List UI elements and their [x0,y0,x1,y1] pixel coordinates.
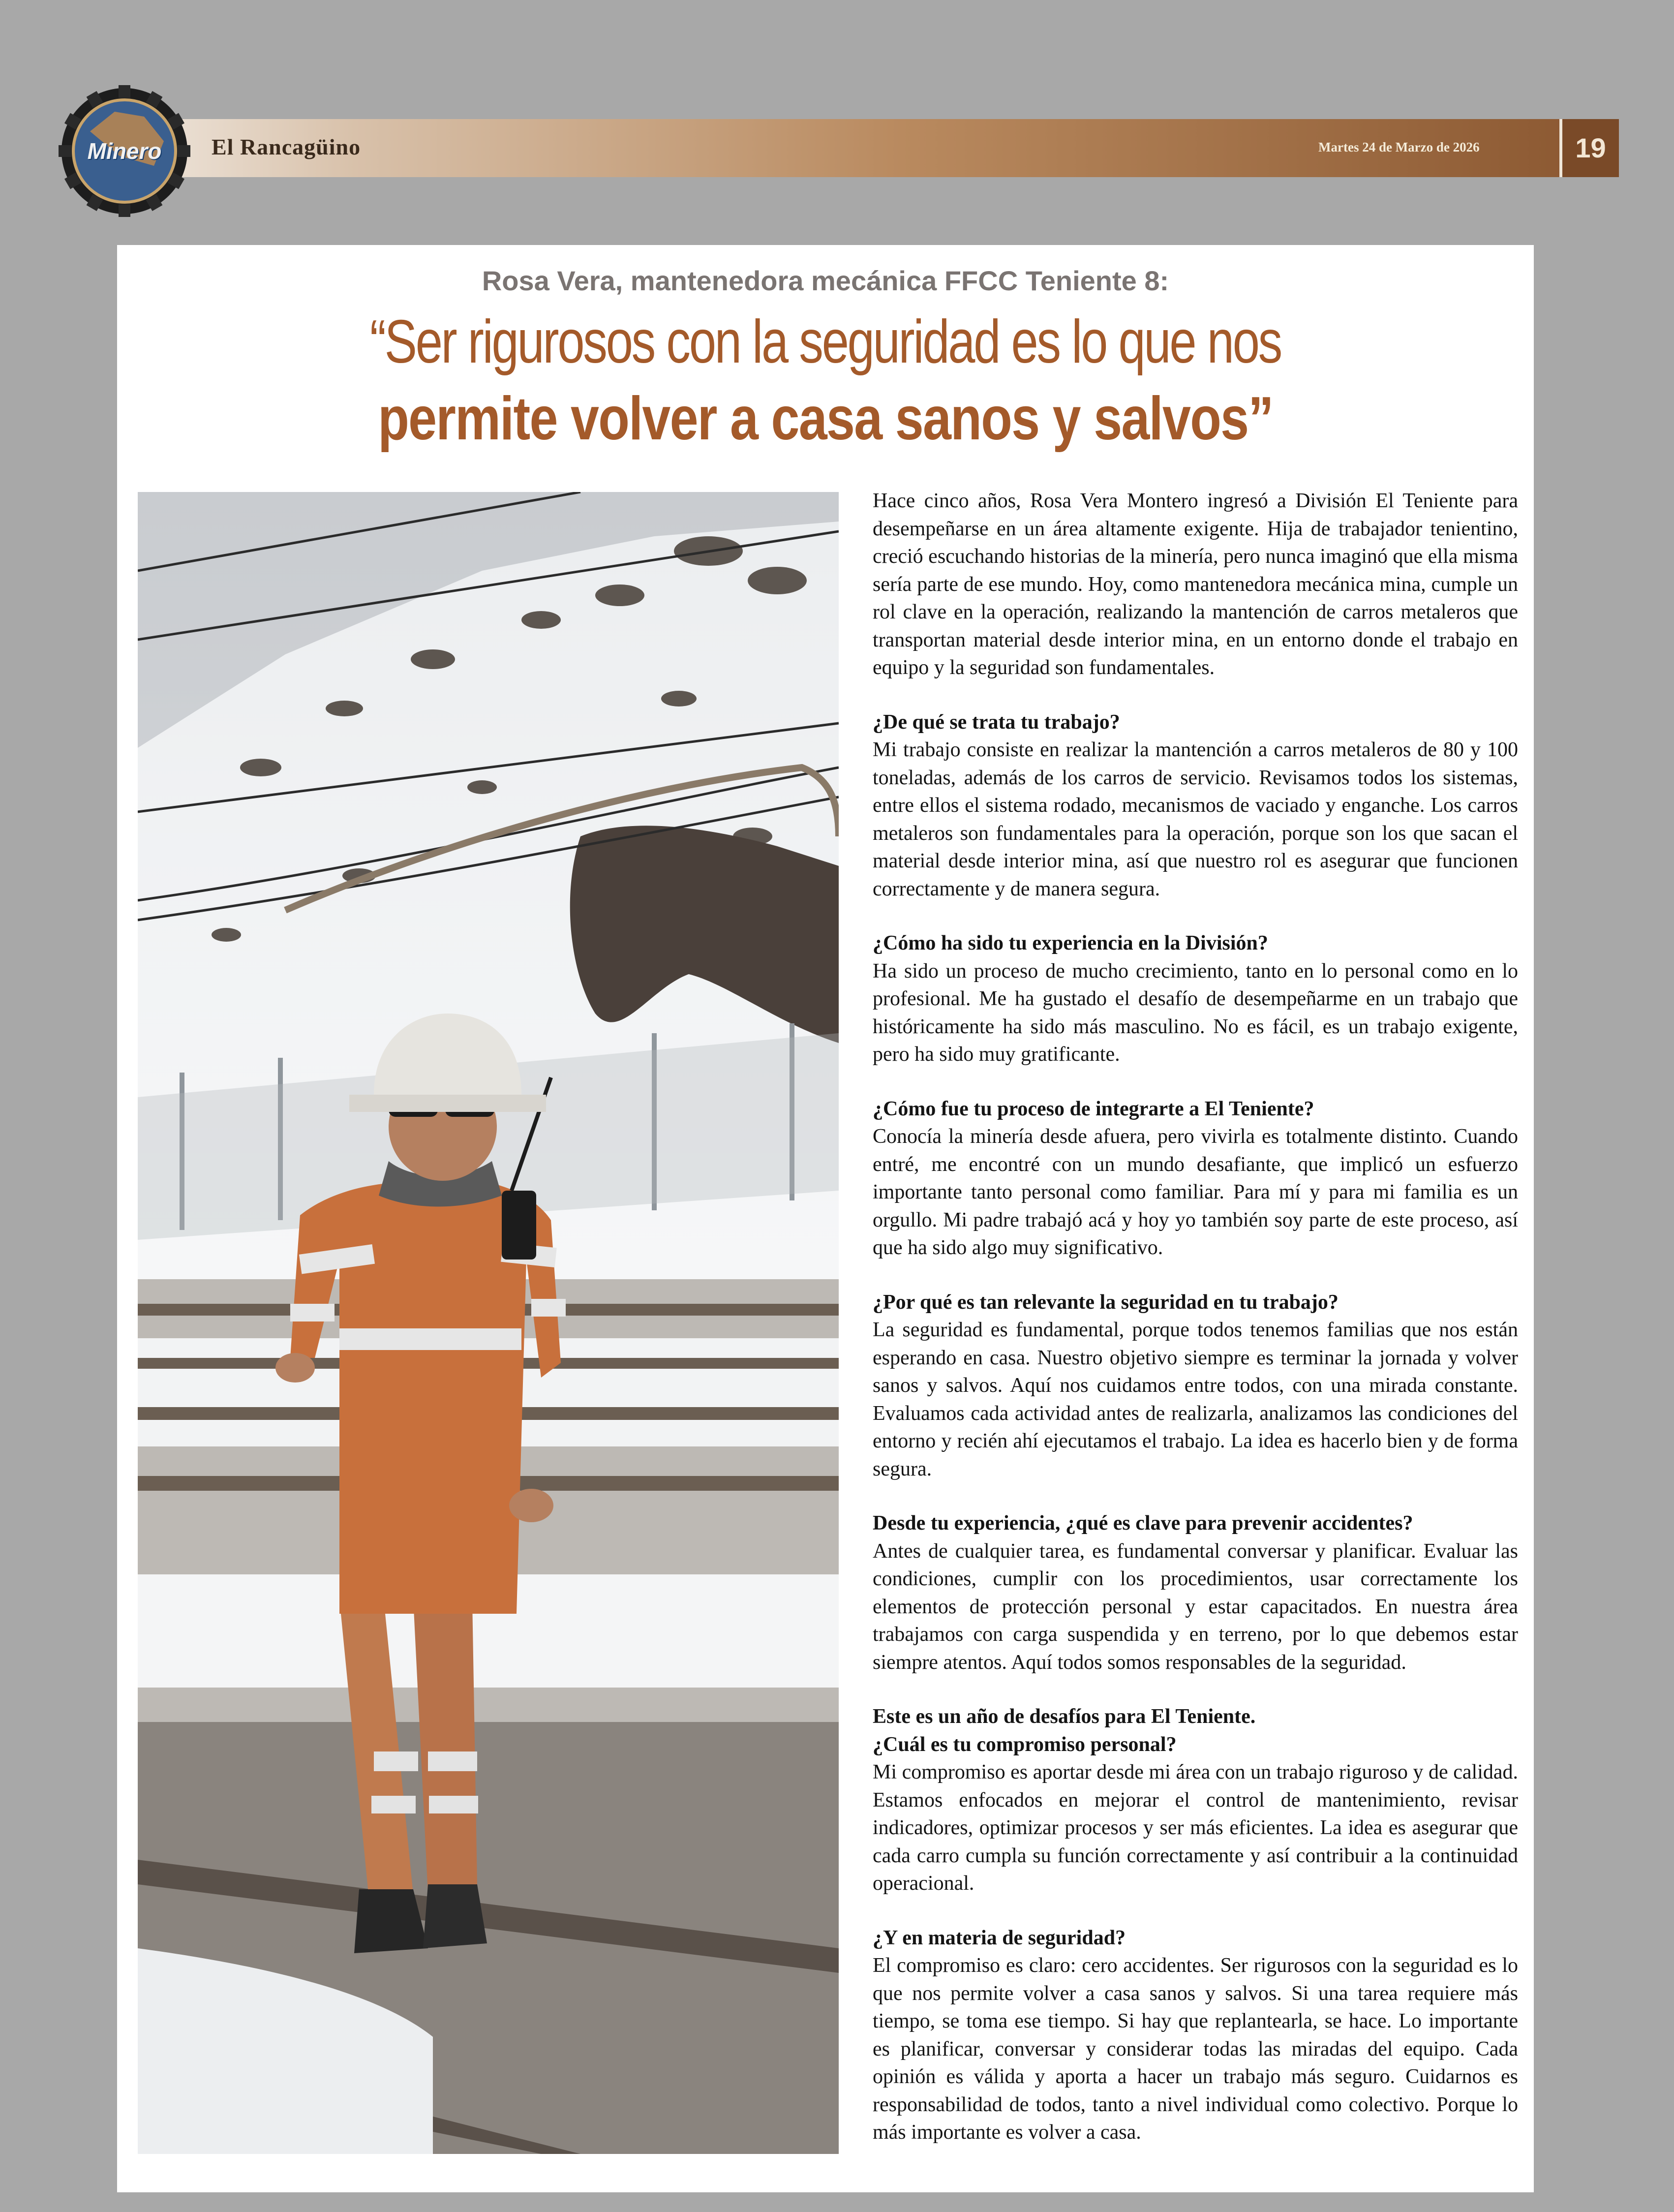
question-2: ¿Cómo ha sido tu experiencia en la División? [873,932,1268,954]
answer-4: La seguridad es fundamental, porque todos tenemos familias que nos están esperando en casa. Nuestro objetivo siempre es terminar la jornada y volver sanos y salvos. Aquí nos cuidamos entre todos, con una mirada constante. Evaluamos cada actividad antes de realizarla, analizamos las condiciones del entorno y recién ahí ejecutamos el trabajo. La idea es hacerlo bien y de forma segura. [873,1319,1518,1480]
headline-line-2: permite volver a casa sanos y salvos” [378,385,1273,453]
publication-name: El Rancagüino [212,134,361,159]
article-kicker: Rosa Vera, mantenedora mecánica FFCC Teniente 8: [482,265,1169,296]
question-5: Desde tu experiencia, ¿qué es clave para prevenir accidentes? [873,1512,1413,1535]
page-number: 19 [1575,132,1606,163]
question-3: ¿Cómo fue tu proceso de integrarte a El Teniente? [873,1097,1314,1120]
article-photo [138,492,839,2154]
answer-7: El compromiso es claro: cero accidentes. Ser rigurosos con la seguridad es lo que nos permite volver a casa sanos y salvos. Si una tarea requiere más tiempo, se toma ese tiempo. Si hay que replantearla, se hace. Lo importante es planificar, conversar y considerar todas las miradas del equipo. Cada opinión es válida y aporta a hacer un trabajo más seguro. Cuidarnos es responsabilidad de todos, tanto a nivel individual como colectivo. Porque lo más importante es volver a casa. [873,1954,1518,2144]
question-6: Este es un año de desafíos para El Teniente. [873,1705,1256,1728]
answer-5: Antes de cualquier tarea, es fundamental conversar y planificar. Evaluar las condiciones, cumplir con los procedimientos, usar correctamente los elementos de protección personal y estar capacitados. En nuestra área trabajamos con carga suspendida y en terreno, por lo que debemos estar siempre atentos. Aquí todos somos responsables de la seguridad. [873,1539,1518,1674]
answer-3: Conocía la minería desde afuera, pero vivirla es totalmente distinto. Cuando entré, me encontré con un mundo desafiante, que implicó un esfuerzo importante tanto personal como familiar. Para mí y para mi familia es un orgullo. Mi padre trabajó acá y hoy yo también soy parte de este proceso, así que ha sido algo muy significativo. [873,1125,1518,1259]
answer-1: Mi trabajo consiste en realizar la mantención a carros metaleros de 80 y 100 toneladas, además de los carros de servicio. Revisamos todos los sistemas, entre ellos el sistema rodado, mecanismos de vaciado y enganche. Los carros metaleros son fundamentales para la operación, porque son los que sacan el material desde interior mina, así que nuestro rol es asegurar que funcionen correctamente y de manera segura. [873,738,1518,900]
minero-logo [58,85,191,217]
article [117,245,1534,2192]
worker-photo-illustration [138,492,839,2154]
issue-date: Martes 24 de Marzo de 2026 [1318,140,1480,154]
page-number-box [1559,119,1619,177]
article-intro: Hace cinco años, Rosa Vera Montero ingresó a División El Teniente para desempeñarse en un área altamente exigente. Hija de trabajador tenientino, creció escuchando historias de la minería, pero nunca imaginó que ella misma sería parte de ese mundo. Hoy, como mantenedora mecánica mina, cumple un rol clave en la operación, realizando la mantención de carros metaleros que transportan material desde interior mina, en un entorno donde el trabajo en equipo y la seguridad son fundamentales. [873,490,1518,679]
answer-2: Ha sido un proceso de mucho crecimiento, tanto en lo personal como en lo profesional. Me ha gustado el desafío de desempeñarme en un trabajo que históricamente ha sido más masculino. No es fácil, es un trabajo exigente, pero ha sido muy gratificante. [873,959,1518,1066]
logo-text: Minero [87,138,162,164]
headline-line-1: “Ser rigurosos con la seguridad es lo que nos [369,308,1281,376]
question-7: ¿Y en materia de seguridad? [873,1926,1126,1949]
question-1: ¿De qué se trata tu trabajo? [873,710,1120,734]
question-6-line-2: ¿Cuál es tu compromiso personal? [873,1733,1177,1756]
question-4: ¿Por qué es tan relevante la seguridad en tu trabajo? [873,1290,1339,1314]
article-body [873,487,1518,2147]
answer-6: Mi compromiso es aportar desde mi área con un trabajo riguroso y de calidad. Estamos enfocados en mejorar el control de mantenimiento, revisar indicadores, optimizar procesos y ser más eficientes. La idea es asegurar que cada carro cumpla su función correctamente y así contribuir a la continuidad operacional. [873,1761,1518,1895]
